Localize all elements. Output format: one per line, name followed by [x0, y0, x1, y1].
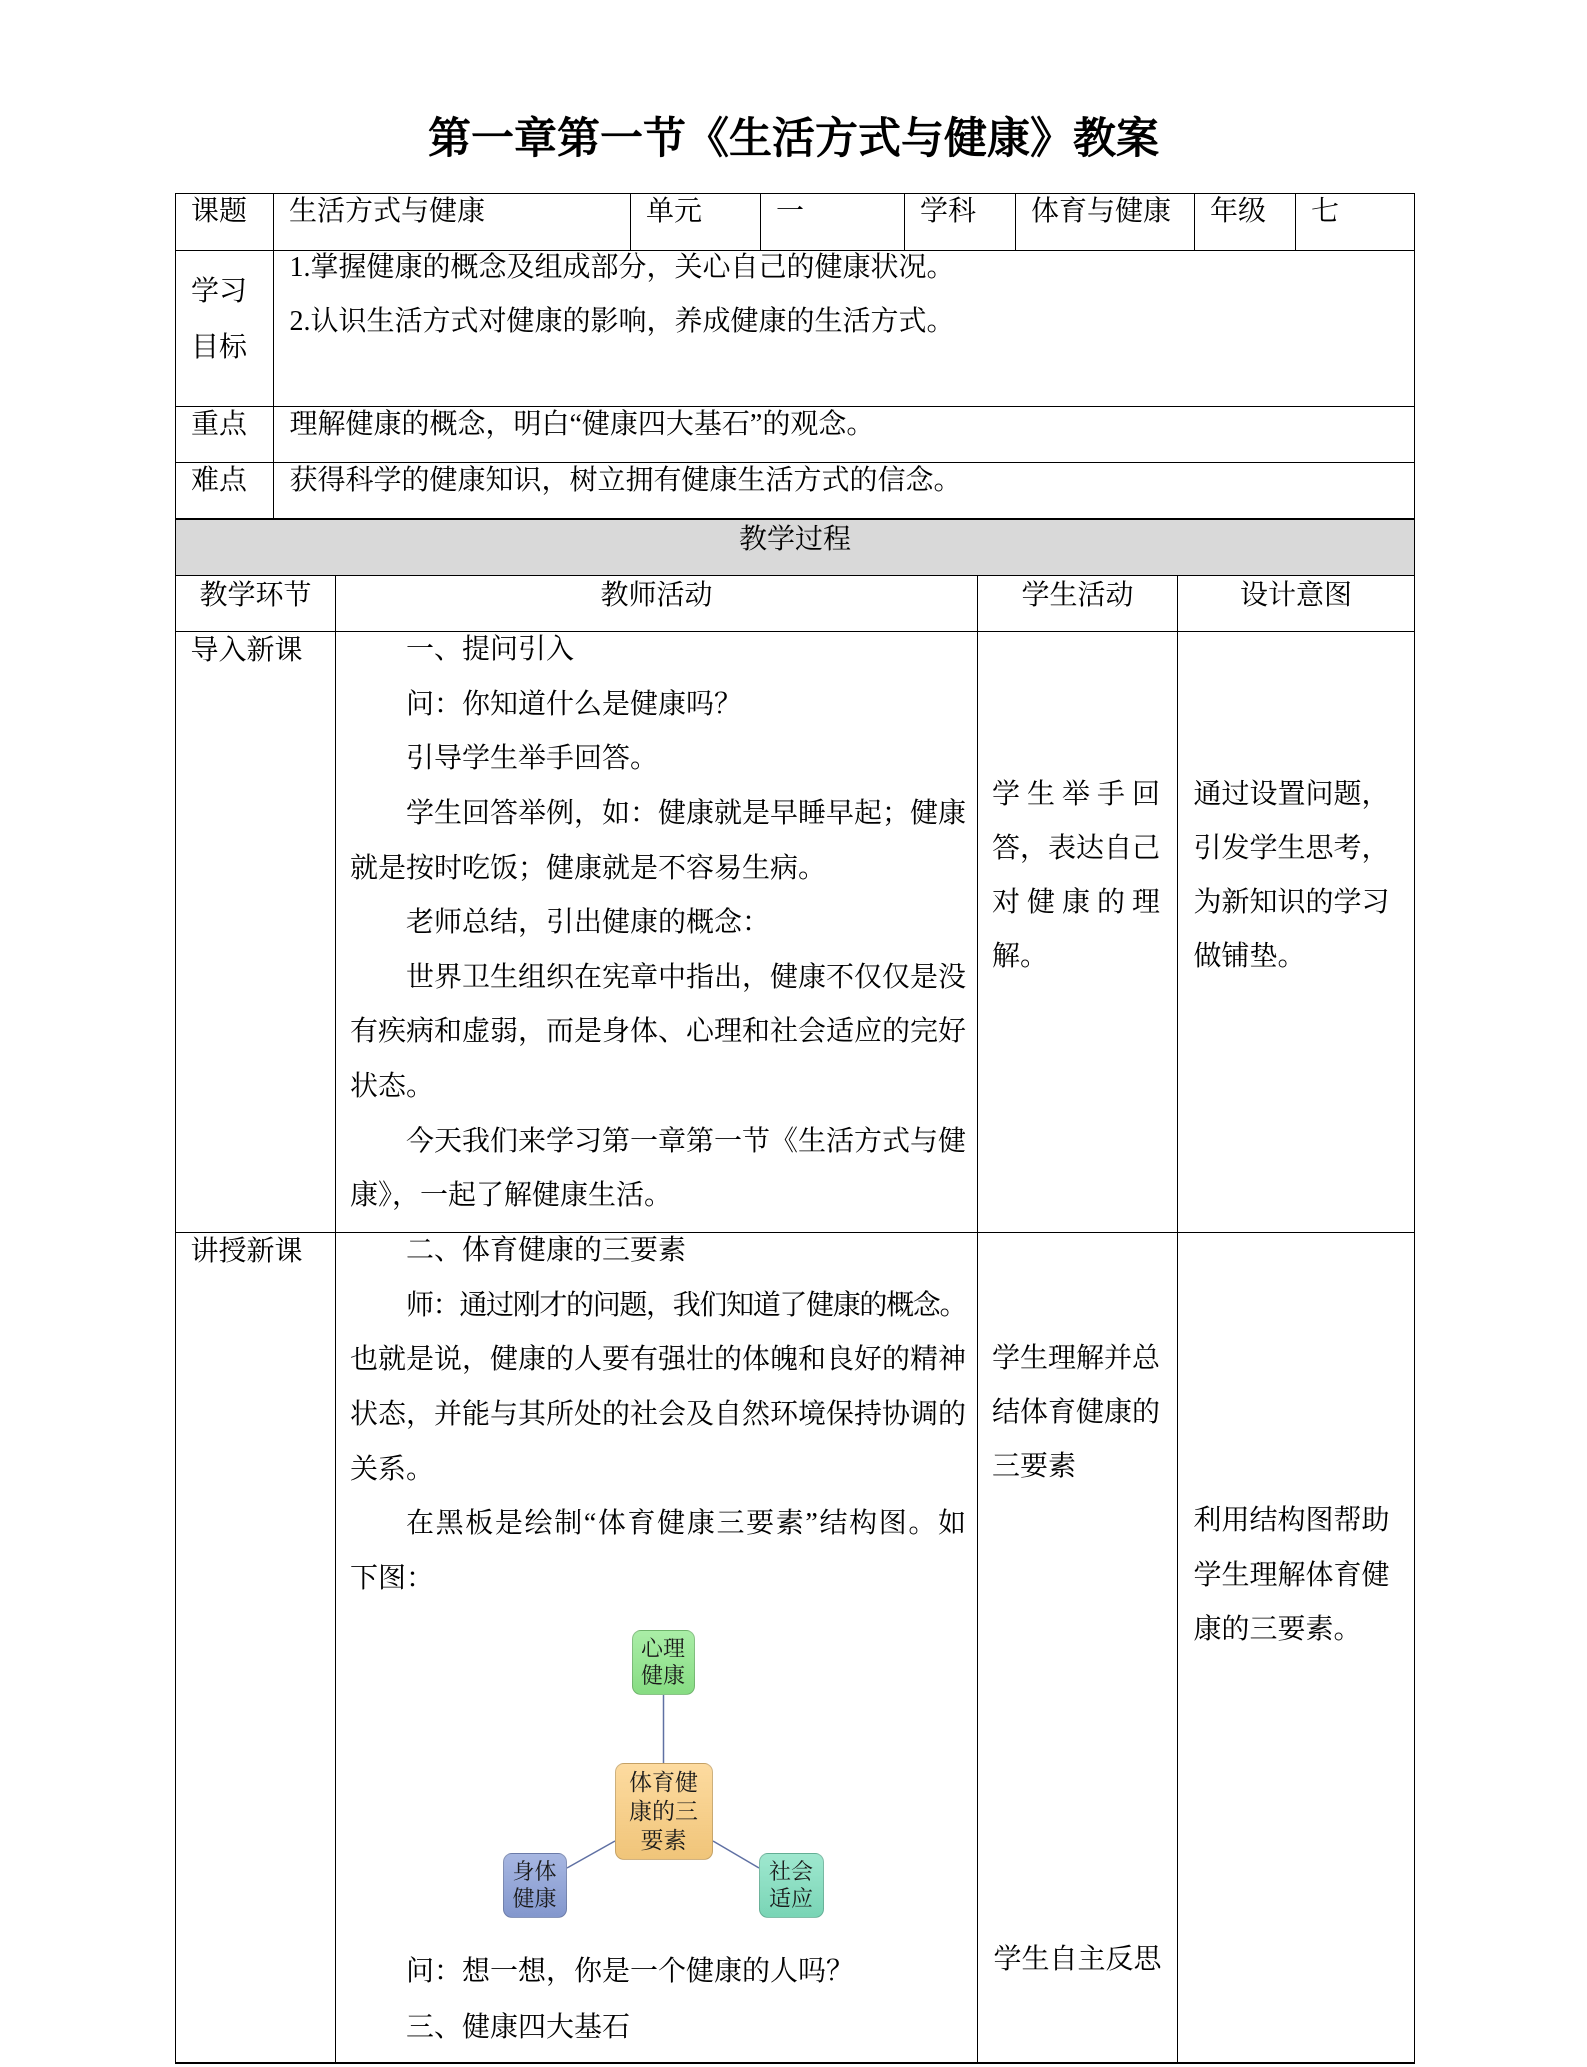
student-activity-cell-intro: [977, 631, 1177, 1232]
process-title: 教学过程: [738, 523, 851, 555]
connector-right: [713, 1841, 759, 1868]
health-elements-diagram: [490, 1620, 850, 1930]
grade-label-cell: [1194, 193, 1295, 250]
paragraph: [350, 678, 966, 733]
subject-label: 学科: [920, 196, 977, 227]
teacher-activity-text: [350, 623, 966, 1224]
student-activity-line: 三要素: [992, 1451, 1077, 1483]
paragraph-line: 就是按时吃饭；健康就是不容易生病。: [350, 852, 827, 884]
design-intent-line: 康的三要素。: [1193, 1614, 1362, 1646]
paragraph-line: 老师总结，引出健康的概念：: [406, 907, 771, 939]
design-intent-line: 引发学生思考，: [1193, 832, 1390, 864]
key-point-label-cell: [175, 406, 273, 462]
paragraph: [350, 1224, 966, 1279]
process-title-cell: [175, 518, 1415, 575]
design-intent-text: [1194, 768, 1390, 984]
paragraph-line: 状态，并能与其所处的社会及自然环境保持协调的: [350, 1398, 967, 1430]
topic-label-cell: [175, 193, 273, 250]
subject-value-cell: [1015, 193, 1194, 250]
paragraph: [350, 1497, 966, 1606]
teacher-activity-cell-lecture: [335, 1232, 977, 2064]
node-label-line: 体育健: [629, 1769, 698, 1795]
node-physical-health: [503, 1853, 567, 1918]
paragraph: [350, 1115, 966, 1224]
header-stage-cell: [175, 575, 335, 631]
teacher-activity-text-after-diagram: [350, 1944, 966, 2056]
paragraph: [350, 2000, 966, 2056]
design-intent-line: 利用结构图帮助: [1193, 1505, 1390, 1537]
header-intent-cell: [1177, 575, 1415, 631]
student-activity-line: 学生举手回: [992, 778, 1160, 810]
paragraph-line: 康》，一起了解健康生活。: [350, 1180, 673, 1212]
header-teacher: 教师活动: [600, 579, 713, 611]
student-activity-line: 答，表达自己: [992, 832, 1161, 864]
paragraph-line: 下图：: [350, 1562, 435, 1594]
design-intent-cell-intro: [1177, 631, 1415, 1232]
topic-label: 课题: [191, 196, 248, 227]
objective-item: 2.认识生活方式对健康的影响，养成健康的生活方式。: [289, 305, 955, 337]
stage-label: 导入新课: [190, 634, 303, 666]
node-label-line: 健康: [640, 1663, 685, 1688]
teacher-activity-text: [350, 1224, 966, 1606]
design-intent-cell-lecture: [1177, 1232, 1415, 2064]
paragraph: [350, 896, 966, 951]
node-label-line: 健康: [512, 1886, 557, 1911]
objectives-label: [191, 264, 247, 376]
paragraph: [350, 787, 966, 896]
paragraph-line: 师：通过刚才的问题，我们知道了健康的概念。: [406, 1289, 966, 1321]
objectives-label-line: 学习: [191, 275, 248, 307]
teacher-activity-cell-intro: [335, 631, 977, 1232]
header-stage: 教学环节: [199, 579, 312, 611]
stage-label: 讲授新课: [190, 1235, 303, 1267]
document-title: 第一章第一节《生活方式与健康》教案: [428, 116, 1159, 163]
difficulty-content-cell: [273, 462, 1415, 518]
node-three-elements: [615, 1763, 713, 1860]
node-mental-health: [632, 1630, 695, 1695]
header-intent: 设计意图: [1239, 579, 1352, 611]
design-intent-text: [1194, 1494, 1390, 1658]
design-intent-line: 为新知识的学习: [1193, 886, 1390, 918]
paragraph-line: 状态。: [350, 1070, 435, 1102]
student-activity-line: 结体育健康的: [992, 1397, 1161, 1429]
stage-cell-lecture: [175, 1232, 335, 2064]
student-activity-text: [992, 768, 1160, 984]
subject-value: 体育与健康: [1031, 196, 1172, 227]
node-label-line: 心理: [640, 1636, 685, 1661]
header-student: 学生活动: [1021, 579, 1134, 611]
paragraph: [350, 623, 966, 678]
connector-left: [567, 1841, 615, 1868]
objectives-list: [290, 241, 955, 349]
student-activity-line: 对健康的理: [992, 886, 1160, 918]
node-label-line: 康的三: [629, 1798, 698, 1824]
grade-value: 七: [1311, 196, 1340, 227]
paragraph-line: 二、体育健康的三要素: [406, 1235, 687, 1267]
paragraph-line: 也就是说，健康的人要有强壮的体魄和良好的精神: [350, 1344, 967, 1376]
paragraph: [350, 1944, 966, 2000]
topic-value: 生活方式与健康: [289, 196, 486, 227]
design-intent-line: 通过设置问题，: [1193, 778, 1390, 810]
unit-label: 单元: [646, 196, 703, 227]
student-reflection-text: 学生自主反思: [993, 1943, 1162, 1975]
paragraph-line: 一、提问引入: [406, 634, 575, 666]
paragraph-line: 今天我们来学习第一章第一节《生活方式与健: [406, 1125, 967, 1157]
paragraph: [350, 1279, 966, 1497]
objective-item: 1.掌握健康的概念及组成部分，关心自己的健康状况。: [289, 251, 955, 283]
key-point-text: 理解健康的概念，明白“健康四大基石”的观念。: [289, 409, 875, 440]
paragraph-line: 关系。: [350, 1453, 435, 1485]
student-activity-text: [992, 1332, 1160, 1494]
student-activity-line: 学生理解并总: [992, 1343, 1161, 1375]
paragraph-line: 世界卫生组织在宪章中指出，健康不仅仅是没: [406, 961, 967, 993]
student-activity-line: 解。: [992, 940, 1049, 972]
student-activity-cell-lecture: [977, 1232, 1177, 2064]
node-social-adaptation: [759, 1853, 824, 1918]
paragraph-line: 引导学生举手回答。: [406, 743, 659, 775]
unit-value: 一: [776, 196, 805, 227]
paragraph-line: 有疾病和虚弱，而是身体、心理和社会适应的完好: [350, 1016, 967, 1048]
design-intent-line: 做铺垫。: [1193, 940, 1306, 972]
key-point-content-cell: [273, 406, 1415, 462]
paragraph: [350, 732, 966, 787]
paragraph-line: 问：想一想，你是一个健康的人吗？: [406, 1955, 855, 1987]
paragraph-line: 问：你知道什么是健康吗？: [406, 688, 743, 720]
stage-cell-intro: [175, 631, 335, 1232]
difficulty-text: 获得科学的健康知识，树立拥有健康生活方式的信念。: [289, 465, 962, 496]
design-intent-line: 学生理解体育健: [1193, 1559, 1390, 1591]
header-student-cell: [977, 575, 1177, 631]
node-label-line: 身体: [512, 1859, 557, 1884]
node-label-line: 要素: [640, 1827, 687, 1853]
grade-label: 年级: [1210, 196, 1267, 227]
objectives-label-cell: [175, 250, 273, 406]
node-label-line: 社会: [768, 1859, 813, 1884]
objectives-content-cell: [273, 250, 1415, 406]
paragraph-line: 学生回答举例，如：健康就是早睡早起；健康: [406, 797, 967, 829]
difficulty-label-cell: [175, 462, 273, 518]
paragraph-line: 三、健康四大基石: [406, 2011, 631, 2043]
objectives-label-line: 目标: [191, 331, 248, 363]
paragraph-line: 在黑板是绘制“体育健康三要素”结构图。如: [406, 1508, 966, 1540]
difficulty-label: 难点: [191, 465, 248, 496]
grade-value-cell: [1295, 193, 1415, 250]
key-point-label: 重点: [191, 409, 248, 440]
paragraph: [350, 951, 966, 1115]
node-label-line: 适应: [768, 1886, 813, 1911]
